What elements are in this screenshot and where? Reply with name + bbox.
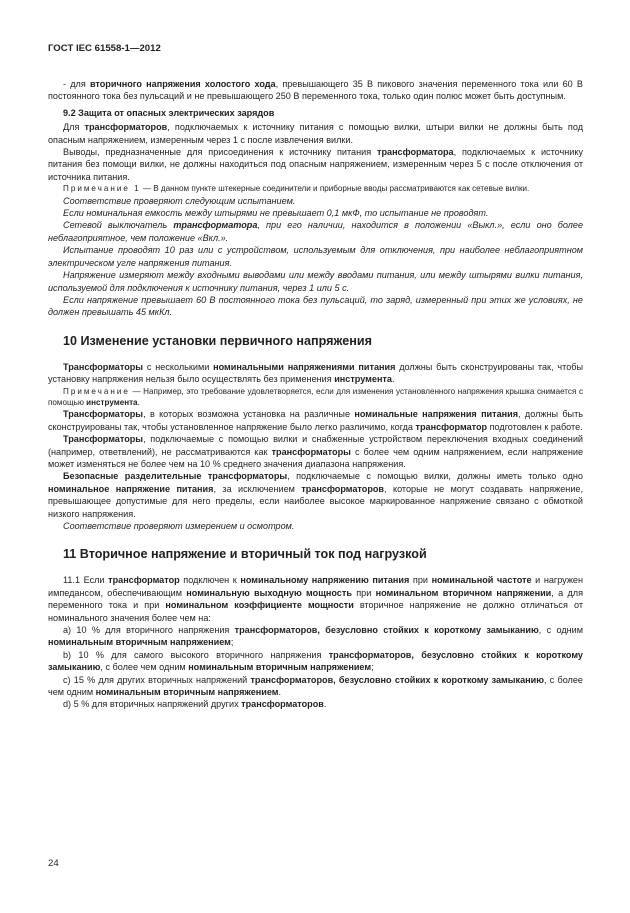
text-run: . (137, 397, 140, 407)
paragraph-terminals (48, 146, 583, 183)
bold-term: трансформатор (108, 575, 180, 586)
bold-term: инструмента (334, 374, 392, 385)
bold-term: трансформаторов, безусловно стойких к короткому замыканию (48, 649, 583, 673)
paragraph-secondary-voltage-pole (48, 78, 583, 103)
text-run: , подключаемые с помощью вилки, должны иметь только одно (287, 471, 583, 482)
paragraph-multiple-voltages (48, 361, 583, 386)
text-run: Для (63, 122, 85, 133)
text-run: 11.1 Если (63, 575, 109, 586)
text-run: Испытание проводят 10 раз или с устройством, используемым для отключения, при наиболее неблагоприятном электрическом угле напряжения питания. (48, 245, 583, 268)
bold-term: трансформаторов, безусловно стойких к короткому замыканию (234, 625, 539, 636)
text-run: Соответствие проверяют следующим испытанием. (63, 195, 296, 206)
list-item-b (48, 649, 583, 674)
text-run: , в которых возможна установка на различные (143, 409, 355, 420)
bold-term: Трансформаторы (63, 434, 144, 445)
text-run: и нагружен импедансом, обеспечивающим (48, 575, 583, 598)
text-run: c) 15 % для других вторичных напряжений (63, 674, 251, 685)
bold-term: Трансформаторы (63, 361, 144, 372)
text-run: , с более чем одним (48, 674, 583, 698)
text-run: Если напряжение превышает 60 В постоянного тока без пульсаций, то заряд, измеренный при этих же условиях, не должен превышать 45 мкКл. (48, 294, 583, 318)
bold-term: трансформатора (173, 220, 258, 231)
bold-term: номинальную выходную мощность (186, 587, 352, 598)
text-run: вторичное напряжение не должно отличаться от номинального значения более чем на: (48, 600, 583, 623)
text-run: ; (371, 662, 374, 673)
text-run: - для (63, 79, 90, 89)
bold-term: трансформатор (415, 421, 488, 432)
text-run: , с более чем одним (100, 662, 189, 673)
text-run: , а для переменного тока и при (48, 587, 583, 611)
text-run: . (391, 374, 395, 385)
text-run: Напряжение измеряют между входными выводами или между вводами питания, или между штырями вилки питания, используемой для подключения к источнику питания, через 1 или 5 с. (48, 270, 583, 293)
text-run: подключен к (179, 575, 241, 586)
paragraph-voltage-setting-visible (48, 408, 583, 433)
bold-term: трансформаторов, безусловно стойких к короткому замыканию (250, 674, 544, 685)
text-run: . (278, 687, 282, 698)
text-run: ; (230, 637, 234, 648)
bold-term: номинальным вторичным напряжением (48, 637, 231, 648)
text-run: Если номинальная емкость между штырями не превышает 0,1 мкФ, то испытание не проводят. (63, 208, 489, 219)
text-run: при (409, 575, 432, 586)
note-1-label: Примечание 1 (63, 184, 141, 194)
text-run: с более чем одним напряжением, если напряжение может изменяться не более чем на 10 % среднего значения диапазона напряжения. (48, 446, 583, 469)
text-run: с несколькими (143, 361, 214, 372)
note-1 (48, 183, 583, 194)
section-10-title: 10 Изменение установки первичного напряжения (63, 333, 372, 348)
text-run: , за исключением (213, 483, 302, 494)
text-run: , которые не могут создавать напряжение, превышающее допустимые для него пределы, если наиболее высокое маркированное напряжение связано с обмоткой низкого напряжения. (48, 483, 583, 519)
page-number: 24 (48, 858, 59, 869)
bold-term: номинальным вторичным напряжением (95, 687, 279, 698)
test-repetitions (48, 244, 583, 269)
list-item-d (48, 698, 583, 710)
bold-term: номинальной частоте (431, 575, 532, 586)
bold-term: трансформаторов (301, 483, 385, 494)
text-run: — Например, это требование удовлетворяется, если для изменения установленного напряжения крышка снимается с помощью (48, 386, 583, 407)
bold-term: инструмента (86, 397, 138, 407)
paragraph-safety-isolating (48, 470, 583, 520)
document-header: ГОСТ IEC 61558-1—2012 (48, 43, 161, 54)
voltage-measurement (48, 269, 583, 294)
page-body (48, 78, 583, 711)
text-run: , с одним (538, 625, 583, 636)
text-run: , должны быть сконструированы так, чтобы установленное напряжение было легко различимо, когда (48, 409, 583, 432)
bold-term: трансформаторов (241, 699, 324, 710)
bold-term: номинальном вторичном напряжении (375, 587, 552, 598)
bold-term: номинальном коэффициенте мощности (165, 600, 354, 611)
subsection-9-2-title: 9.2 Защита от опасных электрических зарядов (63, 107, 275, 118)
text-run: Выводы, предназначенные для присоединения к источнику питания (63, 147, 377, 158)
compliance-check-section-10 (48, 520, 583, 532)
bold-term: номинальным вторичным напряжением (188, 662, 372, 673)
text-run: d) 5 % для вторичных напряжений других (63, 699, 242, 710)
bold-term: трансформаторы (271, 446, 351, 457)
bold-term: номинальному напряжению питания (240, 575, 410, 586)
bold-term: Трансформаторы (63, 409, 144, 420)
bold-term: номинальные напряжения питания (354, 409, 519, 420)
text-run: , подключаемые с помощью вилки и снабженные устройством переключения входных соединений (например, ответвлений), не рассматриваются как (48, 434, 583, 457)
note-label: Примечание (63, 386, 130, 396)
charge-limit (48, 294, 583, 319)
note-section-10 (48, 386, 583, 409)
text-run: должны быть сконструированы так, чтобы установку напряжения нельзя было осуществлять без применения (48, 361, 583, 385)
text-run: при (351, 587, 376, 598)
bold-term: номинальное напряжение питания (48, 483, 214, 494)
bold-term: номинальными напряжениями питания (213, 361, 396, 372)
text-run: . (323, 699, 327, 710)
text-run: Сетевой выключатель (63, 220, 174, 231)
text-run: , при его наличии, находится в положении «Выкл.», если оно более неблагоприятное, чем положение «Вкл.». (48, 220, 584, 243)
list-item-c (48, 674, 583, 699)
paragraph-11-1 (48, 574, 583, 624)
text-run: b) 10 % для самого высокого вторичного напряжения (63, 649, 329, 660)
text-run: a) 10 % для вторичного напряжения (63, 625, 235, 636)
bold-term: трансформаторов (84, 122, 168, 133)
capacitance-condition (48, 207, 583, 219)
paragraph-plug-in-switching (48, 433, 583, 470)
bold-term: вторичного напряжения холостого хода (89, 79, 276, 89)
bold-term: Безопасные разделительные трансформаторы (63, 471, 288, 482)
text-run: , превышающего 35 В пикового значения переменного тока или 60 В постоянного тока без пульсаций и не превышающего 250 В переменного тока, только один полюс может быть доступным. (48, 79, 583, 102)
note-1-text: — В данном пункте штекерные соединители и приборные вводы рассматриваются как сетевые вилки. (140, 184, 530, 194)
text-run: , подключаемых к источнику питания с помощью вилки, штыри вилки не должны быть под опасным напряжением, измеренным через 1 с после извлечения вилки. (48, 122, 583, 145)
bold-term: трансформатора (377, 147, 454, 158)
mains-switch-position (48, 219, 583, 244)
text-run: , подключаемых к источнику питания без помощи вилки, не должны находиться под опасным напряжением, измеренным через 5 с после отключения от источника питания. (48, 147, 583, 182)
paragraph-plug-pins (48, 121, 583, 146)
list-item-a (48, 624, 583, 649)
text-run: подготовлен к работе. (487, 421, 583, 432)
section-11-title: 11 Вторичное напряжение и вторичный ток под нагрузкой (63, 547, 427, 562)
text-run: Соответствие проверяют измерением и осмотром. (63, 521, 295, 531)
compliance-test-intro (48, 195, 583, 207)
